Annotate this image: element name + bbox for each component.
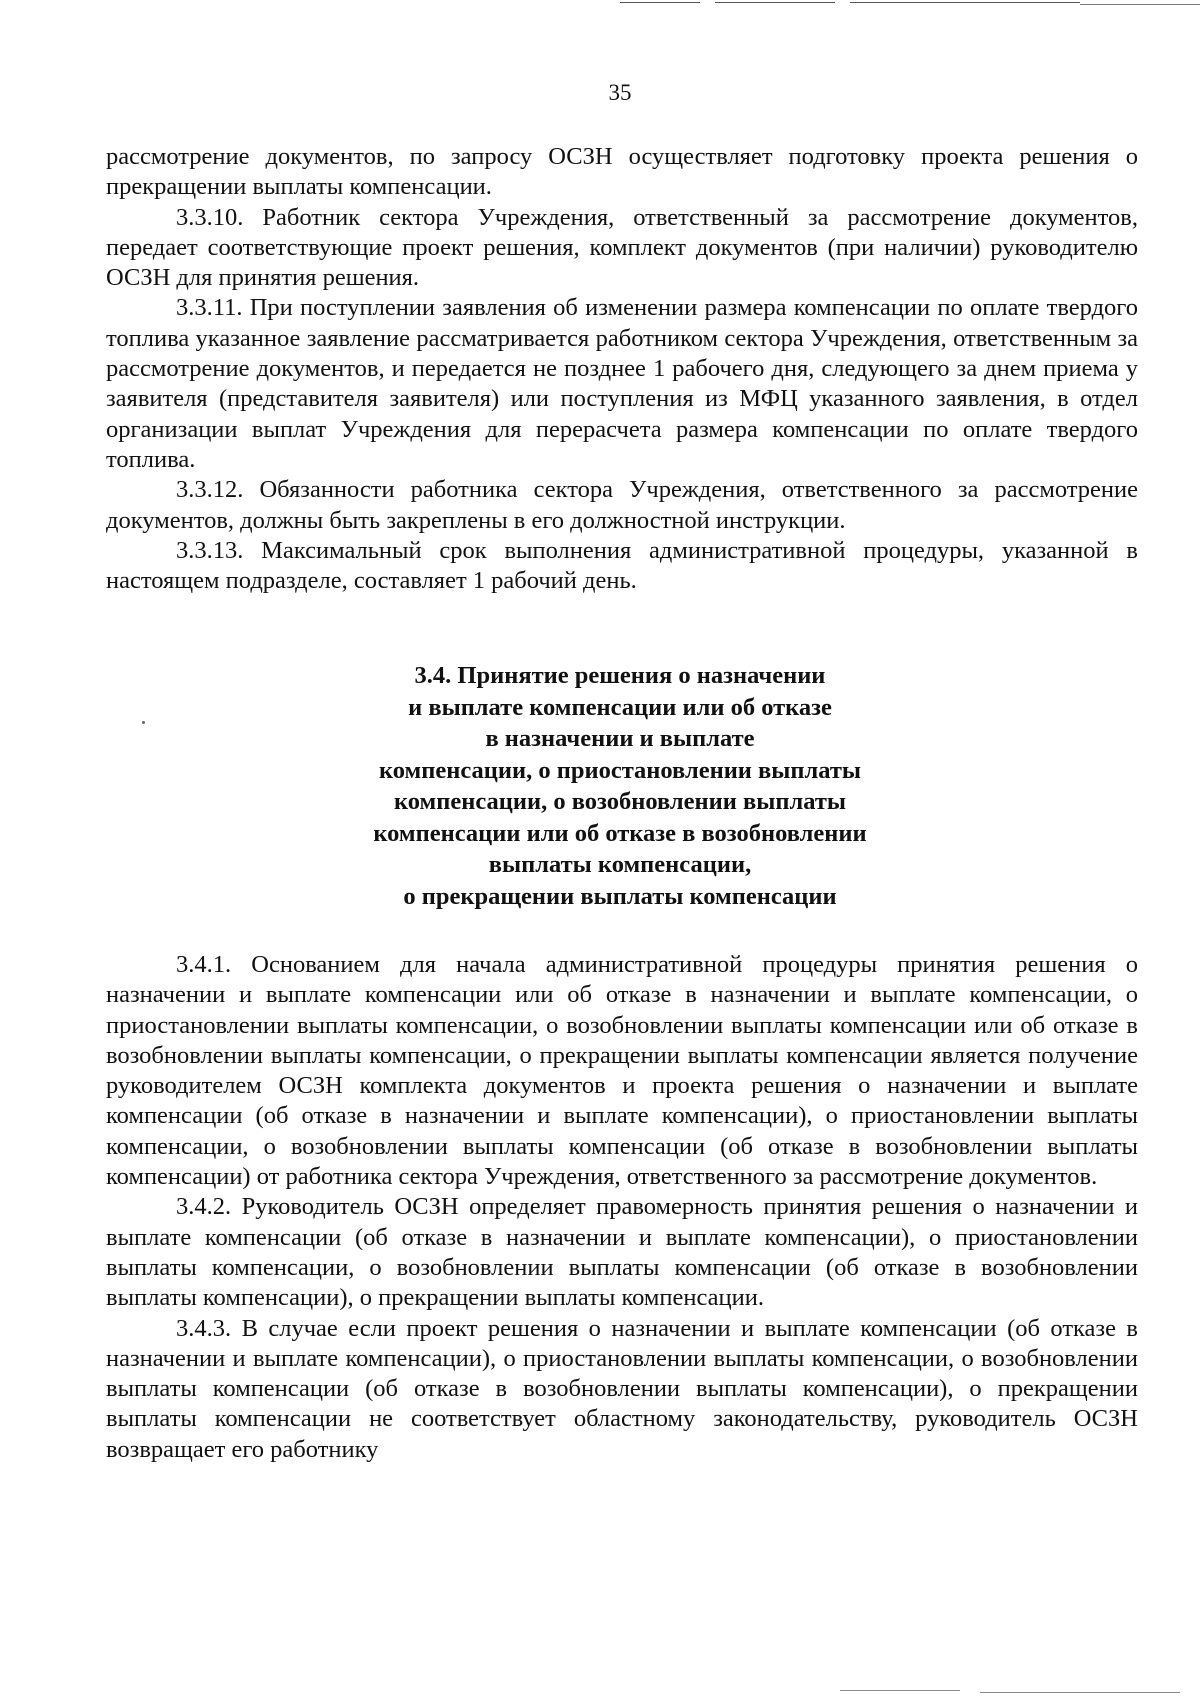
heading-line: компенсации, о возобновлении выплаты bbox=[393, 788, 847, 815]
paragraph-3-4-2: 3.4.2. Руководитель ОСЗН определяет правомерность принятия решения о назначении и выплате компенсации (об отказе в назначении и выплате компенсации), о приостановлении выплаты компенсации, о возобновлении выплаты компенсации (об отказе в возобновлении выплаты компенсации), о прекращении выплаты компенсации. bbox=[106, 1193, 1138, 1312]
heading-line: и выплате компенсации или об отказе bbox=[408, 693, 832, 721]
heading-line: компенсации или об отказе в возобновлении bbox=[373, 819, 867, 847]
scan-edge-line bbox=[840, 1690, 960, 1691]
section-heading-3-4 bbox=[300, 660, 940, 912]
scan-edge-line bbox=[715, 2, 835, 3]
paragraph-3-4-1: 3.4.1. Основанием для начала административной процедуры принятия решения о назначении и выплате компенсации или об отказе в назначении и выплате компенсации, о приостановлении выплаты компенсации, о возобновлении выплаты компенсации или об отказе в возобновлении выплаты компенсации, о прекращении выплаты компенсации является получение руководителем ОСЗН комплекта документов и проекта решения о назначении и выплате компенсации (об отказе в назначении и выплате компенсации), о приостановлении выплаты компенсации, о возобновлении выплаты компенсации (об отказе в возобновлении выплаты компенсации) от работника сектора Учреждения, ответственного за рассмотрение документов. bbox=[106, 951, 1138, 1191]
paragraph-3-3-11: 3.3.11. При поступлении заявления об изменении размера компенсации по оплате твердого топлива указанное заявление рассматривается работником сектора Учреждения, ответственным за рассмотрение документов, и передается не позднее 1 рабочего дня, следующего за днем приема у заявителя (представителя заявителя) или поступления из МФЦ указанного заявления, в отдел организации выплат Учреждения для перерасчета размера компенсации по оплате твердого топлива. bbox=[106, 294, 1138, 473]
heading-line: выплаты компенсации, bbox=[488, 851, 752, 878]
page-number: 35 bbox=[608, 80, 632, 105]
body-text-top bbox=[106, 142, 1138, 596]
scan-edge-line bbox=[1080, 4, 1200, 5]
paragraph-continuation: рассмотрение документов, по запросу ОСЗН осуществляет подготовку проекта решения о прекращении выплаты компенсации. bbox=[106, 143, 1138, 201]
heading-line: 3.4. Принятие решения о назначении bbox=[414, 662, 826, 689]
scan-edge-line bbox=[850, 2, 1080, 3]
body-text-bottom bbox=[106, 950, 1138, 1465]
scan-edge-line bbox=[980, 1692, 1180, 1693]
paragraph-3-3-10: 3.3.10. Работник сектора Учреждения, ответственный за рассмотрение документов, передает соответствующие проект решения, комплект документов (при наличии) руководителю ОСЗН для принятия решения. bbox=[106, 203, 1138, 292]
paragraph-3-3-13: 3.3.13. Максимальный срок выполнения административной процедуры, указанной в настоящем подразделе, составляет 1 рабочий день. bbox=[106, 536, 1138, 595]
heading-line: компенсации, о приостановлении выплаты bbox=[378, 756, 862, 784]
heading-line: в назначении и выплате bbox=[485, 725, 755, 752]
scan-edge-line bbox=[620, 2, 700, 3]
scan-speck bbox=[142, 721, 145, 724]
heading-line: о прекращении выплаты компенсации bbox=[403, 882, 837, 910]
paragraph-3-3-12: 3.3.12. Обязанности работника сектора Учреждения, ответственного за рассмотрение документов, должны быть закреплены в его должностной инструкции. bbox=[106, 476, 1138, 534]
paragraph-3-4-3: 3.4.3. В случае если проект решения о назначении и выплате компенсации (об отказе в назначении и выплате компенсации), о приостановлении выплаты компенсации, о возобновлении выплаты компенсации (об отказе в возобновлении выплаты компенсации), о прекращении выплаты компенсации не соответствует областному законодательству, руководитель ОСЗН возвращает его работнику bbox=[106, 1314, 1138, 1463]
